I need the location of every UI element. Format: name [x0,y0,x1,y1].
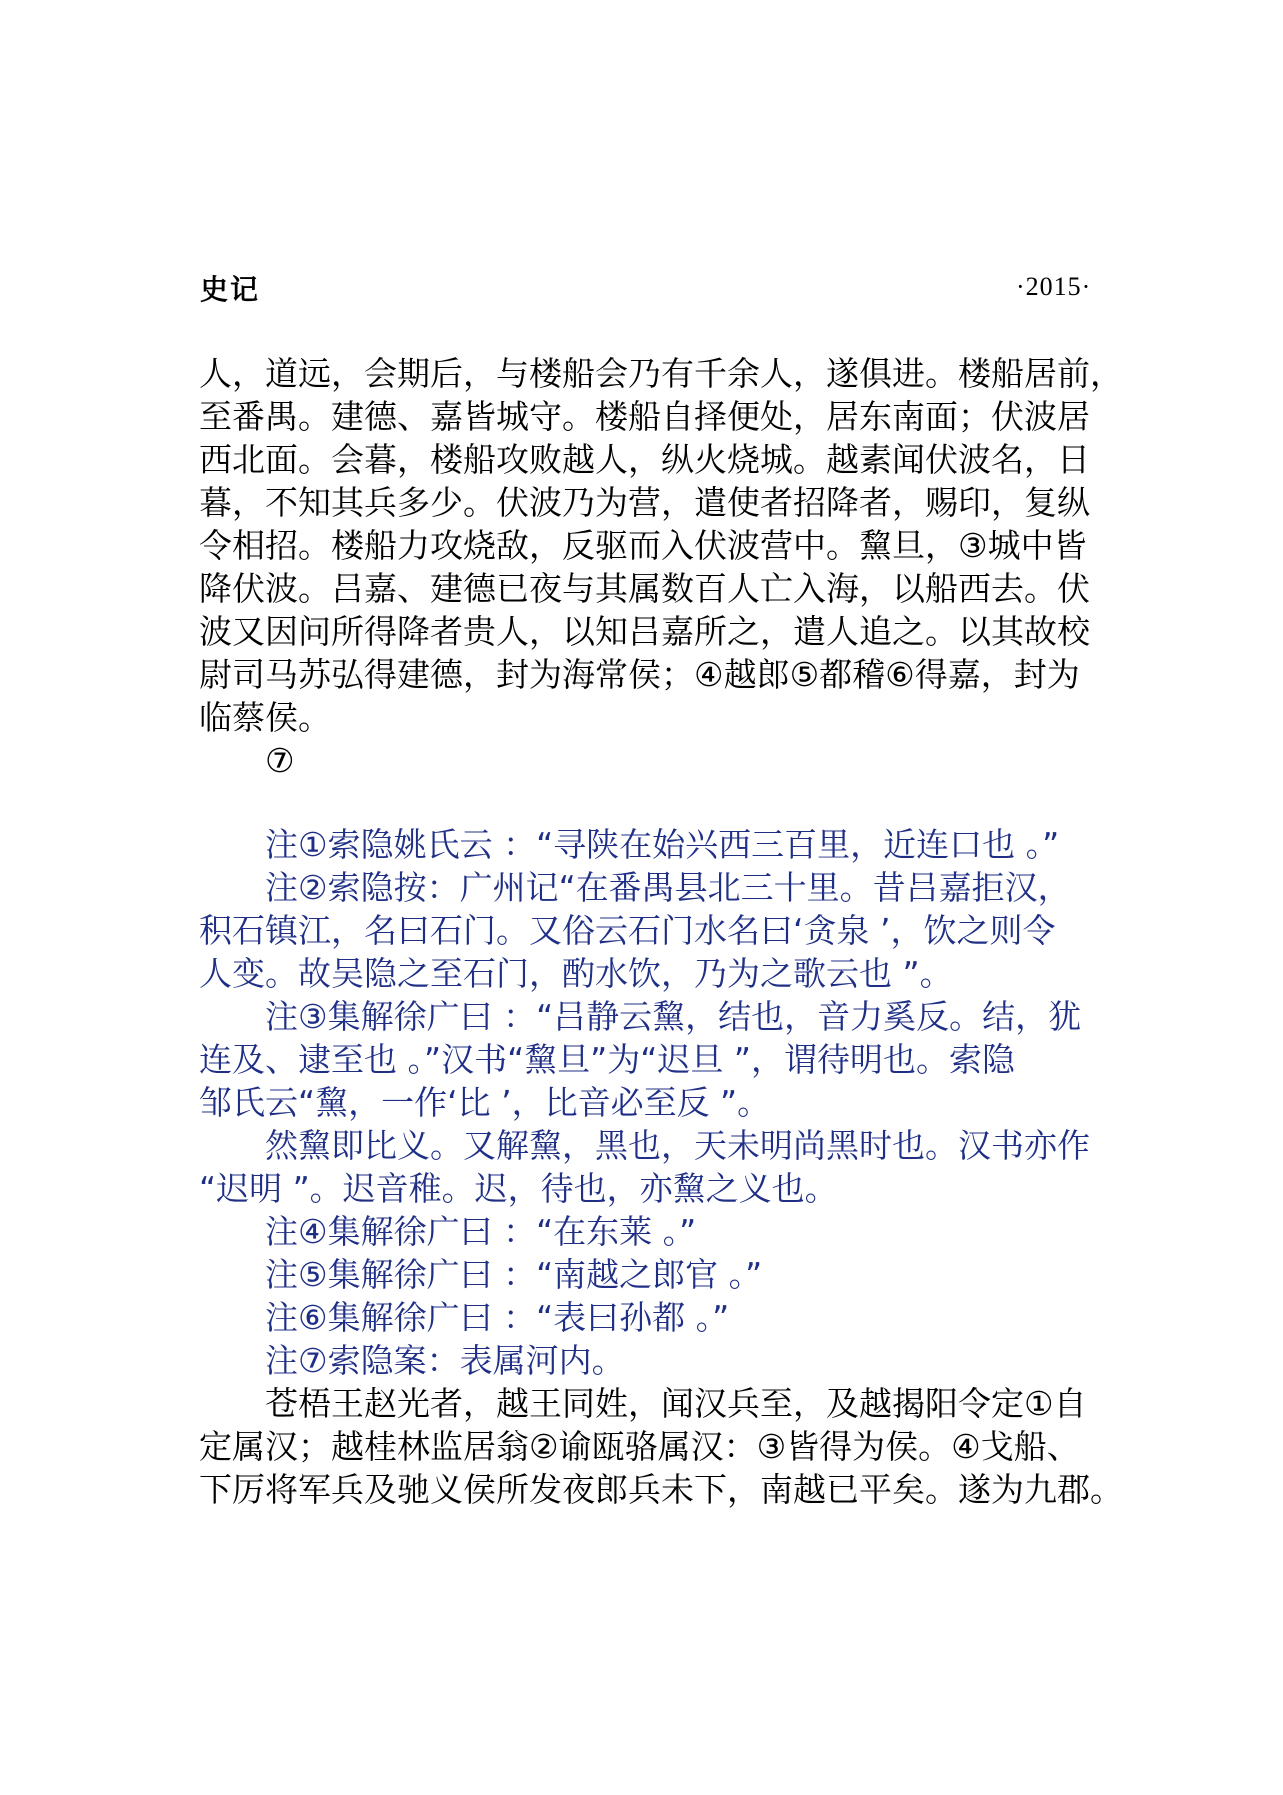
main-text-line: 至番禺。建德、嘉皆城守。楼船自择便处，居东南面；伏波居 [199,397,1090,436]
main-text-line: 西北面。会暮，楼船攻败越人，纵火烧城。越素闻伏波名，日 [199,440,1090,479]
spacer [199,782,1119,823]
note-line: 然黧即比义。又解黧，黑也，天未明尚黑时也。汉书亦作 [265,1126,1090,1165]
note-line: 邹氏云“黧，一作‘比 ’，比音必至反 ”。 [199,1083,771,1122]
main-text-line: 令相招。楼船力攻烧敌，反驱而入伏波营中。黧旦，③城中皆 [199,526,1087,565]
note-line: 注⑥集解徐广曰 ：“表曰孙都 。” [265,1298,730,1337]
note-line: 连及、逮至也 。”汉书“黧旦”为“迟旦 ”，谓待明也。索隐 [199,1040,1015,1079]
main-text-line: 暮，不知其兵多少。伏波乃为营，遣使者招降者，赐印，复纵 [199,483,1090,522]
note-line: 注④集解徐广曰 ：“在东莱 。” [265,1212,697,1251]
note-line: 注③集解徐广曰 ：“吕静云黧，结也，音力奚反。结，犹 [265,997,1082,1036]
note-line: 注①索隐姚氏云 ：“寻陕在始兴西三百里，近连口也 。” [265,825,1060,864]
main-text-line: 临蔡侯。 [199,698,331,737]
note-line: 积石镇江，名曰石门。又俗云石门水名曰‘贪泉 ’，饮之则令 [199,911,1056,950]
page-number: ·2015· [1016,272,1092,301]
main-text-line: 人，道远，会期后，与楼船会乃有千余人，遂俱进。楼船居前， [199,354,1123,393]
page-body [199,352,1123,1511]
main-text-line: 波又因问所得降者贵人，以知吕嘉所之，遣人追之。以其故校 [199,612,1090,651]
main-text-line: 下厉将军兵及驰义侯所发夜郎兵未下，南越已平矣。遂为九郡。 [199,1470,1123,1509]
note-line: 人变。故吴隐之至石门，酌水饮，乃为之歌云也 ”。 [199,954,953,993]
note-line: “迟明 ”。迟音稚。迟，待也，亦黧之义也。 [199,1169,838,1208]
main-text-line: 尉司马苏弘得建德，封为海常侯；④越郎⑤都稽⑥得嘉，封为 [199,655,1080,694]
main-text-line: 降伏波。吕嘉、建德已夜与其属数百人亡入海，以船西去。伏 [199,569,1090,608]
main-text-line: 定属汉；越桂林监居翁②谕瓯骆属汉：③皆得为侯。④戈船、 [199,1427,1080,1466]
main-text-line: 苍梧王赵光者，越王同姓，闻汉兵至，及越揭阳令定①自 [265,1384,1087,1423]
book-title: 史记 [200,273,261,306]
note-marker: ⑦ [265,741,295,780]
note-line: 注⑤集解徐广曰 ：“南越之郎官 。” [265,1255,763,1294]
notes-block [199,823,1119,1382]
note-line: 注②索隐按：广州记“在番禺县北三十里。昔吕嘉拒汉， [265,868,1071,907]
note-line: 注⑦索隐案：表属河内。 [265,1341,625,1380]
